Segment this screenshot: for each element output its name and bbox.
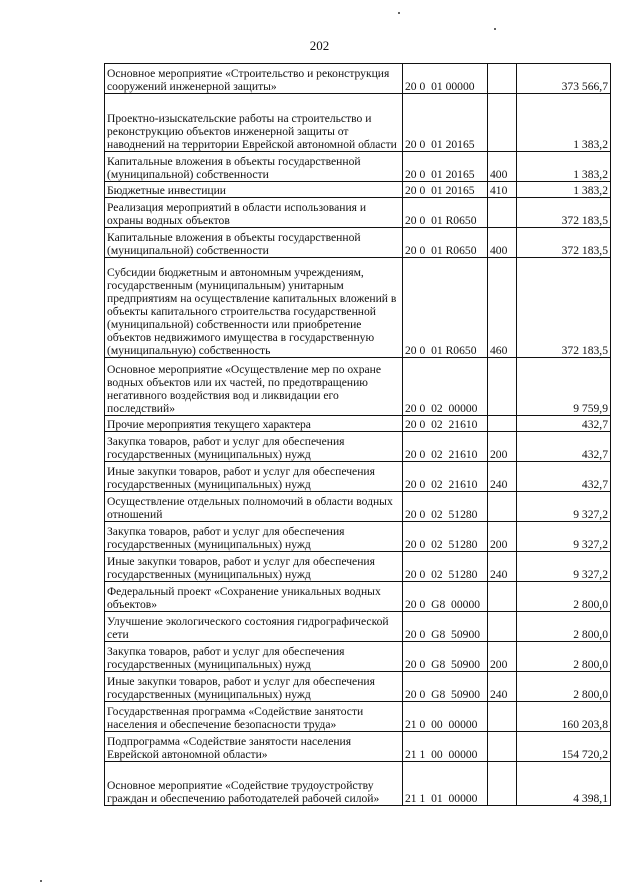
budget-table xyxy=(104,63,611,806)
table-row xyxy=(105,762,611,806)
table-row xyxy=(105,64,611,94)
table-row xyxy=(105,198,611,228)
row-expense-type xyxy=(488,702,517,732)
row-name: Капитальные вложения в объекты государственной (муниципальной) собственности xyxy=(105,152,403,182)
scan-speck xyxy=(40,880,42,882)
table-row xyxy=(105,228,611,258)
row-code: 21 1 01 00000 xyxy=(403,762,488,806)
table-row xyxy=(105,672,611,702)
table-row xyxy=(105,182,611,198)
row-name: Бюджетные инвестиции xyxy=(105,182,403,198)
table-row xyxy=(105,522,611,552)
row-expense-type: 460 xyxy=(488,258,517,358)
row-code: 21 1 00 00000 xyxy=(403,732,488,762)
row-expense-type xyxy=(488,492,517,522)
row-code: 20 0 01 R0650 xyxy=(403,258,488,358)
row-name: Иные закупки товаров, работ и услуг для обеспечения государственных (муниципальных) нужд xyxy=(105,672,403,702)
row-expense-type: 200 xyxy=(488,522,517,552)
row-name: Закупка товаров, работ и услуг для обеспечения государственных (муниципальных) нужд xyxy=(105,432,403,462)
row-amount: 1 383,2 xyxy=(517,182,611,198)
scan-speck xyxy=(398,12,400,14)
row-expense-type: 400 xyxy=(488,152,517,182)
row-name: Закупка товаров, работ и услуг для обеспечения государственных (муниципальных) нужд xyxy=(105,522,403,552)
table-row xyxy=(105,642,611,672)
row-name: Капитальные вложения в объекты государственной (муниципальной) собственности xyxy=(105,228,403,258)
table-row xyxy=(105,702,611,732)
row-amount: 2 800,0 xyxy=(517,582,611,612)
row-code: 21 0 00 00000 xyxy=(403,702,488,732)
row-code: 20 0 01 R0650 xyxy=(403,198,488,228)
row-code: 20 0 01 00000 xyxy=(403,64,488,94)
row-expense-type: 200 xyxy=(488,432,517,462)
table-row xyxy=(105,582,611,612)
row-amount: 2 800,0 xyxy=(517,612,611,642)
row-expense-type: 400 xyxy=(488,228,517,258)
row-name: Закупка товаров, работ и услуг для обеспечения государственных (муниципальных) нужд xyxy=(105,642,403,672)
row-amount: 9 759,9 xyxy=(517,358,611,416)
row-name: Иные закупки товаров, работ и услуг для обеспечения государственных (муниципальных) нужд xyxy=(105,462,403,492)
row-expense-type xyxy=(488,416,517,432)
row-code: 20 0 02 51280 xyxy=(403,552,488,582)
page-number: 202 xyxy=(309,38,330,53)
row-name: Основное мероприятие «Строительство и реконструкция сооружений инженерной защиты» xyxy=(105,64,403,94)
row-name: Государственная программа «Содействие занятости населения и обеспечение безопасности труда» xyxy=(105,702,403,732)
table-row xyxy=(105,732,611,762)
row-expense-type xyxy=(488,612,517,642)
row-name: Основное мероприятие «Содействие трудоустройству граждан и обеспечению работодателей рабочей силой» xyxy=(105,762,403,806)
row-expense-type: 410 xyxy=(488,182,517,198)
row-code: 20 0 G8 50900 xyxy=(403,612,488,642)
row-expense-type xyxy=(488,762,517,806)
row-code: 20 0 G8 00000 xyxy=(403,582,488,612)
row-code: 20 0 01 20165 xyxy=(403,94,488,152)
row-amount: 160 203,8 xyxy=(517,702,611,732)
row-name: Осуществление отдельных полномочий в области водных отношений xyxy=(105,492,403,522)
row-expense-type: 240 xyxy=(488,462,517,492)
row-amount: 432,7 xyxy=(517,416,611,432)
row-code: 20 0 01 20165 xyxy=(403,182,488,198)
row-expense-type xyxy=(488,198,517,228)
row-amount: 372 183,5 xyxy=(517,198,611,228)
table-row xyxy=(105,612,611,642)
row-amount: 1 383,2 xyxy=(517,152,611,182)
row-amount: 9 327,2 xyxy=(517,522,611,552)
row-amount: 373 566,7 xyxy=(517,64,611,94)
row-code: 20 0 02 21610 xyxy=(403,416,488,432)
row-code: 20 0 01 20165 xyxy=(403,152,488,182)
row-amount: 1 383,2 xyxy=(517,94,611,152)
table-row xyxy=(105,492,611,522)
table-row xyxy=(105,152,611,182)
row-code: 20 0 02 51280 xyxy=(403,522,488,552)
row-name: Улучшение экологического состояния гидрографической сети xyxy=(105,612,403,642)
table-row xyxy=(105,552,611,582)
row-amount: 372 183,5 xyxy=(517,228,611,258)
table-row xyxy=(105,94,611,152)
row-code: 20 0 02 51280 xyxy=(403,492,488,522)
scan-speck xyxy=(494,28,496,30)
row-name: Федеральный проект «Сохранение уникальных водных объектов» xyxy=(105,582,403,612)
row-code: 20 0 G8 50900 xyxy=(403,672,488,702)
row-code: 20 0 02 21610 xyxy=(403,432,488,462)
table-row xyxy=(105,432,611,462)
row-amount: 2 800,0 xyxy=(517,642,611,672)
table-row xyxy=(105,358,611,416)
row-amount: 9 327,2 xyxy=(517,492,611,522)
row-amount: 432,7 xyxy=(517,462,611,492)
row-expense-type xyxy=(488,358,517,416)
row-expense-type: 200 xyxy=(488,642,517,672)
table-row xyxy=(105,416,611,432)
table-row xyxy=(105,462,611,492)
row-name: Подпрограмма «Содействие занятости населения Еврейской автономной области» xyxy=(105,732,403,762)
row-name: Проектно-изыскательские работы на строительство и реконструкцию объектов инженерной защиты от наводнений на территории Еврейской автономной области xyxy=(105,94,403,152)
row-expense-type xyxy=(488,732,517,762)
row-expense-type xyxy=(488,582,517,612)
row-expense-type: 240 xyxy=(488,672,517,702)
row-code: 20 0 G8 50900 xyxy=(403,642,488,672)
row-amount: 4 398,1 xyxy=(517,762,611,806)
row-name: Прочие мероприятия текущего характера xyxy=(105,416,403,432)
row-amount: 432,7 xyxy=(517,432,611,462)
row-amount: 2 800,0 xyxy=(517,672,611,702)
row-expense-type: 240 xyxy=(488,552,517,582)
row-amount: 372 183,5 xyxy=(517,258,611,358)
row-amount: 154 720,2 xyxy=(517,732,611,762)
row-name: Основное мероприятие «Осуществление мер по охране водных объектов или их частей, по предотвращению негативного воздействия вод и ликвидации его последствий» xyxy=(105,358,403,416)
row-name: Иные закупки товаров, работ и услуг для обеспечения государственных (муниципальных) нужд xyxy=(105,552,403,582)
row-expense-type xyxy=(488,94,517,152)
row-name: Реализация мероприятий в области использования и охраны водных объектов xyxy=(105,198,403,228)
row-expense-type xyxy=(488,64,517,94)
row-code: 20 0 01 R0650 xyxy=(403,228,488,258)
row-amount: 9 327,2 xyxy=(517,552,611,582)
table-row xyxy=(105,258,611,358)
row-code: 20 0 02 21610 xyxy=(403,462,488,492)
row-name: Субсидии бюджетным и автономным учреждениям, государственным (муниципальным) унитарным предприятиям на осуществление капитальных вложений в объекты капитального строительства государственной (муниципальной) собственности или приобретение объектов недвижимого имущества в государственную (муниципальную) собственность xyxy=(105,258,403,358)
row-code: 20 0 02 00000 xyxy=(403,358,488,416)
